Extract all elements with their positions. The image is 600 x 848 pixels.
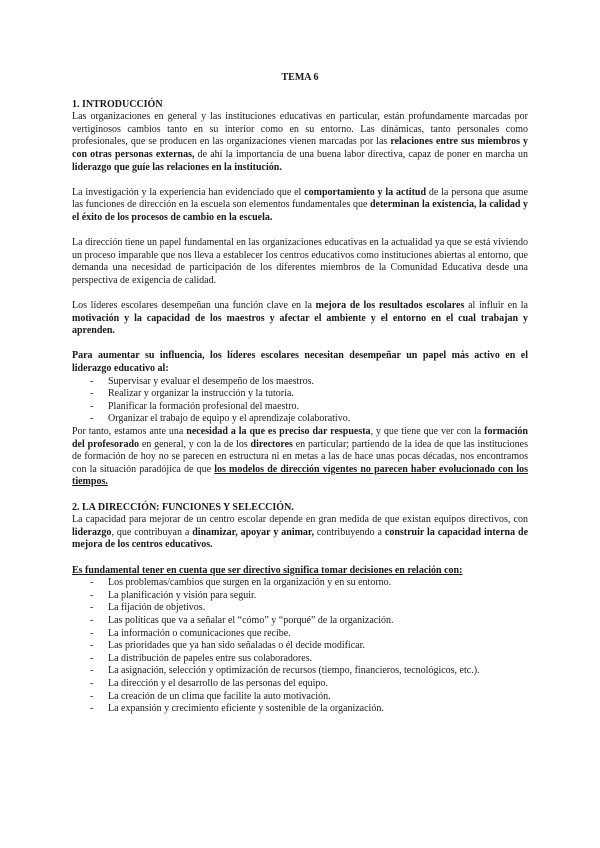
s1-list <box>72 376 528 426</box>
list-item: - La dirección y el desarrollo de las personas del equipo. <box>72 678 528 691</box>
list-item: - La creación de un clima que facilite la auto motivación. <box>72 691 528 704</box>
s1-p1-text-2: de ahí la importancia de una buena labor directiva, capaz de poner en marcha un <box>194 148 528 160</box>
s1-p2-bold-2: determinan la existencia, la calidad y el éxito de los procesos de cambio en la escuela. <box>72 199 528 223</box>
s2-p1-text-3: contribuyendo a <box>313 526 385 538</box>
s2-p1-text-2: , que contribuyan a <box>111 526 193 538</box>
s2-list-intro-text: Es fundamental tener en cuenta que ser directivo significa tomar decisiones en relación con: <box>72 564 463 576</box>
s1-p5-text-1: Por tanto, estamos ante una <box>72 426 187 438</box>
list-item: - Supervisar y evaluar el desempeño de los maestros. <box>72 376 528 389</box>
s1-paragraph-3: La dirección tiene un papel fundamental en las organizaciones educativas en la actualidad ya que se está viviendo un proceso imparable que nos lleva a establecer los centros educativos como instituciones abiertas al entorno, que demanda una necesidad de participación de los diferentes miembros de la Comunidad Educativa desde una perspectiva de exigencia de calidad. <box>72 237 528 286</box>
s1-paragraph-4 <box>72 300 528 338</box>
s1-p4-text-1: Los líderes escolares desempeñan una función clave en la <box>72 300 316 312</box>
s2-p1-bold-2: dinamizar, apoyar y animar, <box>192 526 314 538</box>
list-item: - La planificación y visión para seguir. <box>72 590 528 603</box>
list-item: - Las políticas que va a señalar el “cómo” y “porqué” de la organización. <box>72 615 528 628</box>
list-item: - La fijación de objetivos. <box>72 602 528 615</box>
s1-p5-text-4: en particular; partiendo de la idea de que las instituciones de formación de hoy no se parecen en estructura ni en metas a las de hace unas pocas décadas, nos encontramos con la situación paradójica de que <box>72 438 528 475</box>
s1-p5-text-2: , y que tiene que ver con la <box>370 426 485 438</box>
list-item: - Planificar la formación profesional del maestro. <box>72 401 528 414</box>
s1-paragraph-1 <box>72 111 528 174</box>
s1-p4-bold-1: mejora de los resultados escolares <box>315 300 465 312</box>
s1-p1-bold-2: liderazgo que guíe las relaciones en la institución. <box>72 161 282 173</box>
s2-list-intro <box>72 565 528 578</box>
s1-p5-text-3: en general, y con la de los <box>139 438 251 450</box>
list-item: - Las prioridades que ya han sido señaladas o él decide modificar. <box>72 640 528 653</box>
list-item: - La expansión y crecimiento eficiente y sostenible de la organización. <box>72 703 528 716</box>
list-item: - La asignación, selección y optimización de recursos (tiempo, financieros, tecnológicos, etc.). <box>72 665 528 678</box>
list-item: - Organizar el trabajo de equipo y el aprendizaje colaborativo. <box>72 413 528 426</box>
s1-p5-bold-underlined: los modelos de dirección vigentes no parecen haber evolucionado con los tiempos. <box>72 463 528 488</box>
s2-list <box>72 577 528 716</box>
s1-p5-bold-2: formación del profesorado <box>72 426 528 450</box>
s1-p5-bold-3: directores <box>250 438 293 450</box>
s2-p1-bold-1: liderazgo <box>72 526 112 538</box>
s1-paragraph-5 <box>72 426 528 489</box>
list-item: - La distribución de papeles entre sus colaboradores. <box>72 653 528 666</box>
s1-p1-text-1: Las organizaciones en general y las instituciones educativas en particular, están profundamente marcadas por vertiginosos cambios tanto en su interior como en su entorno. Las dinámicas, tanto personales como profesionales, que se producen en las organizaciones vienen marcadas por las <box>72 111 528 148</box>
section-1-heading: 1. INTRODUCCIÓN <box>72 98 163 110</box>
s1-list-intro <box>72 350 528 375</box>
s1-p4-text-2: al influir en la <box>464 300 528 312</box>
s1-paragraph-2 <box>72 187 528 225</box>
s1-p4-bold-2: motivación y la capacidad de los maestros y afectar el ambiente y el entorno en el cual trabajan y aprenden. <box>72 312 528 337</box>
list-item: - La información o comunicaciones que recibe. <box>72 628 528 641</box>
s1-p2-bold-1: comportamiento y la actitud <box>304 186 427 198</box>
s1-p2-text-1: La investigación y la experiencia han evidenciado que el <box>72 186 305 198</box>
list-item: - Realizar y organizar la instrucción y la tutoría. <box>72 388 528 401</box>
s1-p1-bold-1: relaciones entre sus miembros y con otras personas externas, <box>72 136 528 160</box>
s2-paragraph-1 <box>72 514 528 552</box>
s1-p5-bold-1: necesidad a la que es preciso dar respuesta <box>186 426 371 438</box>
s2-p1-text-1: La capacidad para mejorar de un centro escolar depende en gran medida de que existan equipos directivos, con <box>72 514 528 526</box>
s1-list-intro-text: Para aumentar su influencia, los líderes escolares necesitan desempeñar un papel más activo en el liderazgo educativo al: <box>72 350 528 375</box>
list-item: - Los problemas/cambios que surgen en la organización y en su entorno. <box>72 577 528 590</box>
s1-p2-text-2: de la persona que asume las funciones de dirección en la escuela son elementos fundamentales que <box>72 186 528 211</box>
page-title: TEMA 6 <box>281 72 319 83</box>
section-2-heading: 2. LA DIRECCIÓN: FUNCIONES Y SELECCIÓN. <box>72 501 294 513</box>
s2-p1-bold-3: construir la capacidad interna de mejora de los centros educativos. <box>72 526 529 551</box>
